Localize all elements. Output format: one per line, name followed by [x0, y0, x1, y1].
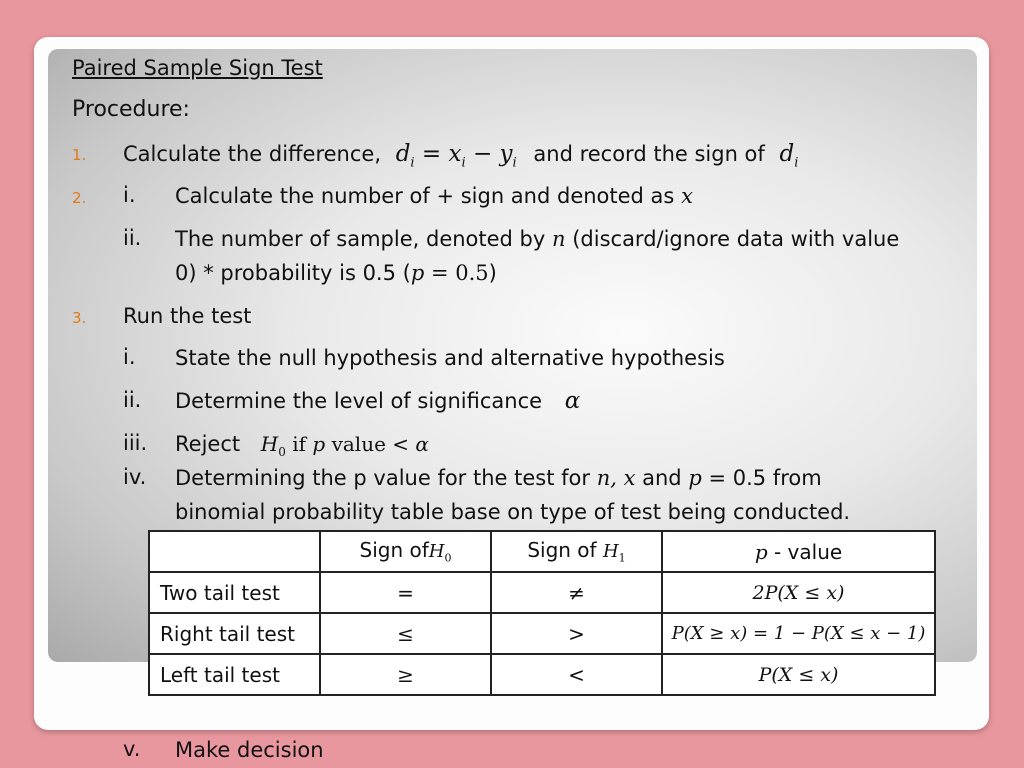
row-h1-sign: >	[491, 613, 662, 654]
sign-test-table	[148, 530, 936, 696]
row-test-name: Left tail test	[149, 654, 320, 695]
step-3-iv-line2: binomial probability table base on type of test being conducted.	[175, 500, 851, 524]
row-test-name: Two tail test	[149, 572, 320, 613]
table-header-row	[149, 531, 935, 572]
step-1-line	[123, 141, 798, 177]
step-1-tail: and record the sign of	[533, 142, 765, 166]
step-1-var: $d_i$	[779, 141, 799, 171]
step-3-ii-text: Determine the level of significance	[175, 389, 543, 413]
step-2-ii-line	[175, 226, 899, 252]
step-2-ii-line2	[175, 260, 497, 286]
step-3-v-text: Make decision	[175, 738, 324, 762]
step-3-iv-and: and	[642, 466, 682, 490]
step-3-iv-vars: n, x	[596, 466, 636, 490]
step-3-iv-line	[175, 465, 822, 491]
step-3-iii-label: iii.	[123, 431, 148, 455]
step-2-ii-tail: (discard/ignore data with value	[572, 227, 900, 251]
procedure-heading: Procedure:	[72, 97, 190, 122]
step-2-ii-var: n	[552, 227, 566, 251]
step-3-iv-p: p	[688, 466, 702, 490]
step-2-ii-line2-text: 0) * probability is 0.5 (	[175, 261, 411, 285]
row-pvalue: P(X ≤ x)	[662, 654, 935, 695]
step-3-i-label: i.	[123, 345, 136, 369]
row-h1-sign: <	[491, 654, 662, 695]
row-h1-sign: ≠	[491, 572, 662, 613]
slide-title: Paired Sample Sign Test	[72, 56, 323, 80]
step-3-iii-text: Reject	[175, 432, 241, 456]
step-3-iv-tail: = 0.5 from	[708, 466, 822, 490]
step-3-text: Run the test	[123, 304, 252, 328]
step-3-ii-label: ii.	[123, 388, 142, 412]
step-3-iii-formula: $H_0$ if p value < α	[260, 432, 429, 459]
header-empty-cell	[149, 531, 320, 572]
step-1-text: Calculate the difference,	[123, 142, 381, 166]
step-2-number: 2.	[72, 189, 87, 207]
step-2-ii-close: )	[488, 261, 497, 285]
row-h0-sign: ≥	[320, 654, 491, 695]
step-3-iv-text: Determining the p value for the test for	[175, 466, 591, 490]
header-p-var: p	[754, 539, 768, 564]
step-1-formula: $d_i = x_i - y_i$	[395, 141, 517, 171]
table-row	[149, 572, 935, 613]
header-pvalue-label: - value	[773, 539, 843, 564]
row-h0-sign: ≤	[320, 613, 491, 654]
row-h0-sign: =	[320, 572, 491, 613]
alpha-symbol: α	[564, 388, 581, 414]
step-1-number: 1.	[72, 146, 87, 164]
step-3-iv-label: iv.	[123, 465, 147, 489]
row-pvalue: P(X ≥ x) = 1 − P(X ≤ x − 1)	[662, 613, 935, 654]
step-3-i-text: State the null hypothesis and alternative hypothesis	[175, 346, 725, 370]
row-test-name: Right tail test	[149, 613, 320, 654]
step-2-i-var: x	[681, 184, 693, 208]
step-2-i-text: Calculate the number of + sign and denoted as	[175, 184, 675, 208]
h0-symbol: $H_0$	[428, 541, 452, 565]
header-sign-h1	[491, 531, 662, 572]
step-2-ii-text: The number of sample, denoted by	[175, 227, 546, 251]
step-3-v-label: v.	[123, 737, 141, 761]
table-row	[149, 613, 935, 654]
header-sign-h0-label: Sign of	[359, 538, 429, 563]
table-row	[149, 654, 935, 695]
row-pvalue: 2P(X ≤ x)	[662, 572, 935, 613]
step-2-i-line	[175, 183, 693, 209]
step-3-number: 3.	[72, 309, 87, 327]
header-sign-h1-label: Sign of	[527, 538, 597, 563]
step-2-ii-label: ii.	[123, 226, 142, 250]
step-3-ii-line	[175, 388, 580, 414]
h1-symbol: $H_1$	[602, 541, 626, 565]
header-pvalue	[662, 531, 935, 572]
step-2-ii-formula: p = 0.5	[410, 261, 489, 285]
header-sign-h0	[320, 531, 491, 572]
step-2-i-label: i.	[123, 183, 136, 207]
step-3-iii-line	[175, 431, 429, 465]
